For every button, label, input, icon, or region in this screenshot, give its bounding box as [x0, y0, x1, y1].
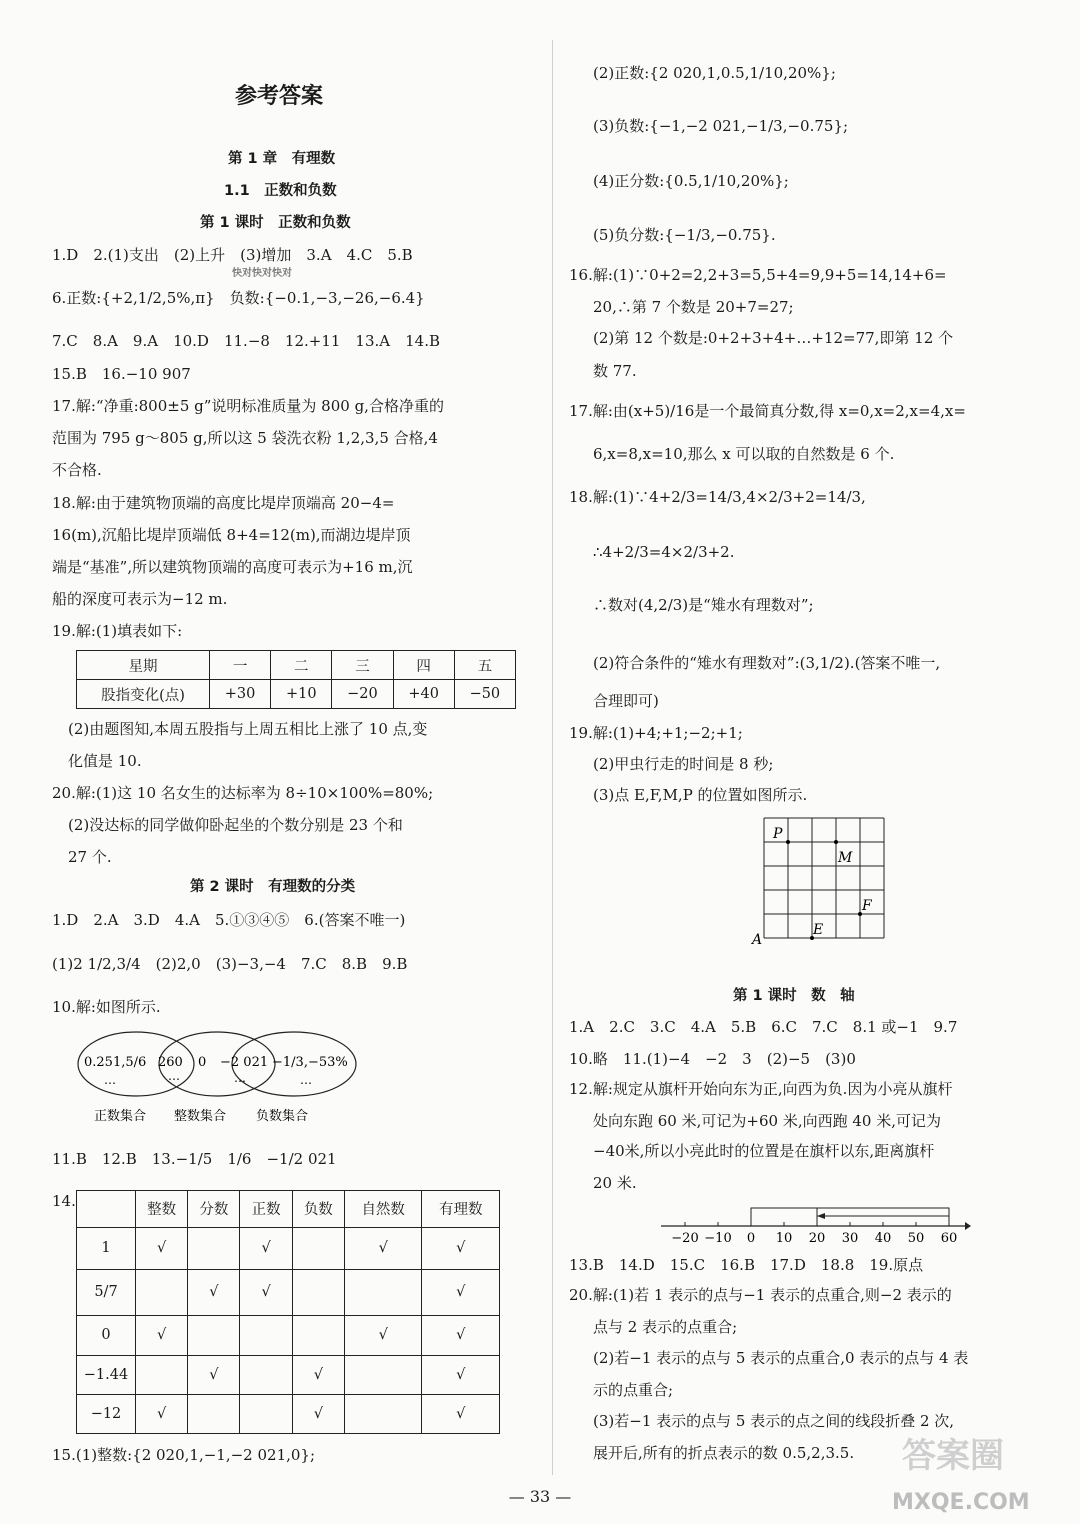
table-cell — [188, 1395, 240, 1434]
venn-intersection-content: 260 — [158, 1055, 183, 1070]
label-f: F — [862, 898, 872, 914]
table-cell — [344, 1269, 422, 1315]
page-title: 参考答案 — [235, 84, 324, 109]
table-cell: √ — [292, 1395, 344, 1434]
table-cell: √ — [292, 1356, 344, 1395]
answer-line: 6,x=8,x=10,那么 x 可以取的自然数是 6 个. — [593, 445, 895, 463]
table-header-cell: 正数 — [240, 1191, 292, 1228]
answer-line: 展开后,所有的折点表示的数 0.5,2,3.5. — [593, 1444, 855, 1462]
number-line-tick-label: 40 — [874, 1231, 892, 1246]
section-heading: 1.1 正数和负数 — [224, 183, 337, 199]
table-header-cell: 一 — [210, 651, 271, 680]
table-cell: 股指变化(点) — [77, 680, 210, 709]
answer-line: (2)符合条件的“雉水有理数对”:(3,1/2).(答案不唯一, — [593, 654, 941, 672]
table-cell: √ — [188, 1269, 240, 1315]
answer-line: (3)若−1 表示的点与 5 表示的点之间的线段折叠 2 次, — [593, 1412, 955, 1430]
classification-table — [76, 1190, 500, 1434]
table-header-cell: 星期 — [77, 651, 210, 680]
table-cell: 0 — [77, 1315, 136, 1356]
answer-line: 化值是 10. — [68, 752, 142, 770]
answer-line: 范围为 795 g～805 g,所以这 5 袋洗衣粉 1,2,3,5 合格,4 — [52, 429, 438, 447]
answer-line: 10.略 11.(1)−4 −2 3 (2)−5 (3)0 — [569, 1050, 856, 1068]
answer-line: (3)点 E,F,M,P 的位置如图所示. — [593, 786, 808, 804]
answer-line: 7.C 8.A 9.A 10.D 11.−8 12.+11 13.A 14.B — [52, 332, 441, 350]
table-cell — [240, 1395, 292, 1434]
number-line-figure — [659, 1202, 973, 1246]
answer-line: −40米,所以小亮此时的位置是在旗杆以东,距离旗杆 — [593, 1142, 935, 1160]
answer-line: 15.(1)整数:{2 020,1,−1,−2 021,0}; — [52, 1446, 316, 1464]
answer-line: 1.A 2.C 3.C 4.A 5.B 6.C 7.C 8.1 或−1 9.7 — [569, 1018, 958, 1036]
answer-line: (2)若−1 表示的点与 5 表示的点重合,0 表示的点与 4 表 — [593, 1349, 969, 1367]
label-m: M — [838, 850, 853, 866]
table-cell — [188, 1315, 240, 1356]
table-cell — [292, 1269, 344, 1315]
answer-line: 示的点重合; — [593, 1381, 674, 1399]
venn-zero: 0 — [198, 1055, 207, 1070]
venn-ellipsis: … — [234, 1071, 246, 1085]
table-header-cell: 二 — [271, 651, 332, 680]
venn-negative-content: −1/3,−53% — [272, 1055, 348, 1070]
answer-line: 船的深度可表示为−12 m. — [52, 590, 228, 608]
table-cell: −12 — [77, 1395, 136, 1434]
answer-line: (1)2 1/2,3/4 (2)2,0 (3)−3,−4 7.C 8.B 9.B — [52, 955, 408, 973]
table-header-cell: 五 — [454, 651, 515, 680]
table-header-cell: 有理数 — [422, 1191, 500, 1228]
answer-line: ∴4+2/3=4×2/3+2. — [593, 543, 735, 561]
table-cell: √ — [422, 1269, 500, 1315]
answer-line: 17.解:由(x+5)/16是一个最简真分数,得 x=0,x=2,x=4,x= — [569, 402, 966, 420]
lesson-heading: 第 1 课时 正数和负数 — [200, 215, 351, 231]
lesson-heading: 第 2 课时 有理数的分类 — [190, 879, 356, 895]
number-line-tick-label: −20 — [671, 1231, 699, 1246]
table-cell — [240, 1315, 292, 1356]
column-divider — [552, 40, 553, 1475]
venn-label-negative: 负数集合 — [256, 1109, 309, 1124]
table-cell: √ — [136, 1227, 188, 1269]
answer-line: 13.B 14.D 15.C 16.B 17.D 18.8 19.原点 — [569, 1256, 924, 1274]
answer-line: (3)负数:{−1,−2 021,−1/3,−0.75}; — [593, 117, 849, 135]
table-cell — [136, 1269, 188, 1315]
table-cell — [136, 1356, 188, 1395]
page-number: — 33 — — [508, 1487, 572, 1506]
venn-ellipsis: … — [168, 1069, 180, 1083]
table-cell — [344, 1356, 422, 1395]
number-line-tick-label: 0 — [746, 1231, 756, 1246]
answer-line: (2)正数:{2 020,1,0.5,1/10,20%}; — [593, 64, 836, 82]
answer-line: 处向东跑 60 米,可记为+60 米,向西跑 40 米,可记为 — [593, 1112, 941, 1130]
table-cell — [240, 1356, 292, 1395]
answer-line: 20,∴第 7 个数是 20+7=27; — [593, 298, 794, 316]
table-cell: √ — [344, 1315, 422, 1356]
table-header-cell: 四 — [393, 651, 454, 680]
table-cell: √ — [240, 1227, 292, 1269]
number-line-tick-label: 60 — [940, 1231, 958, 1246]
grid-figure — [749, 812, 889, 946]
number-line-tick-label: 20 — [808, 1231, 826, 1246]
answer-line: 11.B 12.B 13.−1/5 1/6 −1/2 021 — [52, 1150, 337, 1168]
answer-line: 16.解:(1)∵0+2=2,2+3=5,5+4=9,9+5=14,14+6= — [569, 266, 947, 284]
answer-line: 15.B 16.−10 907 — [52, 365, 191, 383]
table-header-cell: 自然数 — [344, 1191, 422, 1228]
answer-line: ∴数对(4,2/3)是“雉水有理数对”; — [593, 596, 814, 614]
table-cell: 5/7 — [77, 1269, 136, 1315]
table-cell — [292, 1227, 344, 1269]
table-cell: √ — [188, 1356, 240, 1395]
answer-line: 数 77. — [593, 362, 637, 380]
table-cell: √ — [240, 1269, 292, 1315]
answer-line: 20.解:(1)若 1 表示的点与−1 表示的点重合,则−2 表示的 — [569, 1286, 952, 1304]
chapter-heading: 第 1 章 有理数 — [228, 151, 336, 167]
answer-line: 18.解:(1)∵4+2/3=14/3,4×2/3+2=14/3, — [569, 488, 866, 506]
label-e: E — [813, 922, 824, 938]
venn-positive-content: 0.251,5/6 — [84, 1055, 147, 1070]
answer-line: 点与 2 表示的点重合; — [593, 1318, 738, 1336]
answer-line: 19.解:(1)+4;+1;−2;+1; — [569, 724, 743, 742]
number-line-tick-label: 50 — [907, 1231, 925, 1246]
answer-line: 6.正数:{+2,1/2,5%,π} 负数:{−0.1,−3,−26,−6.4} — [52, 289, 425, 307]
answer-line: 17.解:“净重:800±5 g”说明标准质量为 800 g,合格净重的 — [52, 397, 444, 415]
table-header-cell: 负数 — [292, 1191, 344, 1228]
label-p: P — [773, 826, 783, 842]
table-cell: +30 — [210, 680, 271, 709]
answer-line: (2)甲虫行走的时间是 8 秒; — [593, 755, 774, 773]
answer-line: 端是“基准”,所以建筑物顶端的高度可表示为+16 m,沉 — [52, 558, 413, 576]
venn-ellipsis: … — [104, 1073, 116, 1087]
table-cell — [292, 1315, 344, 1356]
venn-ellipsis: … — [300, 1073, 312, 1087]
number-line-tick-label: −10 — [704, 1231, 732, 1246]
venn-label-positive: 正数集合 — [94, 1109, 147, 1124]
answer-line: 合理即可) — [593, 692, 659, 710]
watermark-logo: 答案圈 — [902, 1436, 1004, 1476]
answer-line: (4)正分数:{0.5,1/10,20%}; — [593, 172, 789, 190]
table-cell: −50 — [454, 680, 515, 709]
table-cell: √ — [136, 1395, 188, 1434]
number-line-tick-label: 10 — [775, 1231, 793, 1246]
answer-line: 10.解:如图所示. — [52, 998, 161, 1016]
answer-line: 18.解:由于建筑物顶端的高度比堤岸顶端高 20−4= — [52, 494, 395, 512]
venn-negative-integer: −2 021 — [220, 1055, 269, 1070]
answer-line: 19.解:(1)填表如下: — [52, 622, 183, 640]
answer-line: 1.D 2.(1)支出 (2)上升 (3)增加 3.A 4.C 5.B — [52, 246, 413, 264]
point-p — [786, 840, 790, 844]
answer-line: (2)没达标的同学做仰卧起坐的个数分别是 23 个和 — [68, 816, 403, 834]
answer-line: 14. — [52, 1192, 76, 1210]
answer-line: (5)负分数:{−1/3,−0.75}. — [593, 226, 776, 244]
answer-line: 12.解:规定从旗杆开始向东为正,向西为负.因为小亮从旗杆 — [569, 1080, 953, 1098]
answer-line: 20.解:(1)这 10 名女生的达标率为 8÷10×100%=80%; — [52, 784, 434, 802]
table-cell: √ — [422, 1356, 500, 1395]
venn-diagram — [74, 1026, 374, 1132]
stock-change-table — [76, 650, 516, 709]
answer-line: 1.D 2.A 3.D 4.A 5.①③④⑤ 6.(答案不唯一) — [52, 911, 406, 929]
lesson-heading: 第 1 课时 数 轴 — [733, 988, 855, 1004]
table-cell: √ — [422, 1227, 500, 1269]
label-a: A — [752, 932, 763, 946]
table-header-cell: 分数 — [188, 1191, 240, 1228]
table-cell — [188, 1227, 240, 1269]
answer-line: 16(m),沉船比堤岸顶端低 8+4=12(m),而湖边堤岸顶 — [52, 526, 411, 544]
table-cell: +10 — [271, 680, 332, 709]
table-header-cell: 三 — [332, 651, 393, 680]
answer-line: 27 个. — [68, 848, 112, 866]
point-m — [834, 840, 838, 844]
answer-line: (2)由题图知,本周五股指与上周五相比上涨了 10 点,变 — [68, 720, 428, 738]
table-cell: −1.44 — [77, 1356, 136, 1395]
answer-line: (2)第 12 个数是:0+2+3+4+…+12=77,即第 12 个 — [593, 329, 954, 347]
number-line-tick-label: 30 — [841, 1231, 859, 1246]
table-cell: √ — [422, 1315, 500, 1356]
answer-line: 20 米. — [593, 1174, 637, 1192]
table-header-cell — [77, 1191, 136, 1228]
table-cell: √ — [344, 1227, 422, 1269]
table-cell — [344, 1395, 422, 1434]
table-cell: 1 — [77, 1227, 136, 1269]
table-cell: √ — [422, 1395, 500, 1434]
answer-line: 不合格. — [52, 461, 102, 479]
table-header-cell: 整数 — [136, 1191, 188, 1228]
watermark-stamp: 快对快对快对 — [232, 268, 292, 279]
table-cell: √ — [136, 1315, 188, 1356]
venn-label-integer: 整数集合 — [174, 1109, 227, 1124]
table-cell: +40 — [393, 680, 454, 709]
watermark-corner: MXQE.COM — [892, 1490, 1030, 1515]
table-cell: −20 — [332, 680, 393, 709]
